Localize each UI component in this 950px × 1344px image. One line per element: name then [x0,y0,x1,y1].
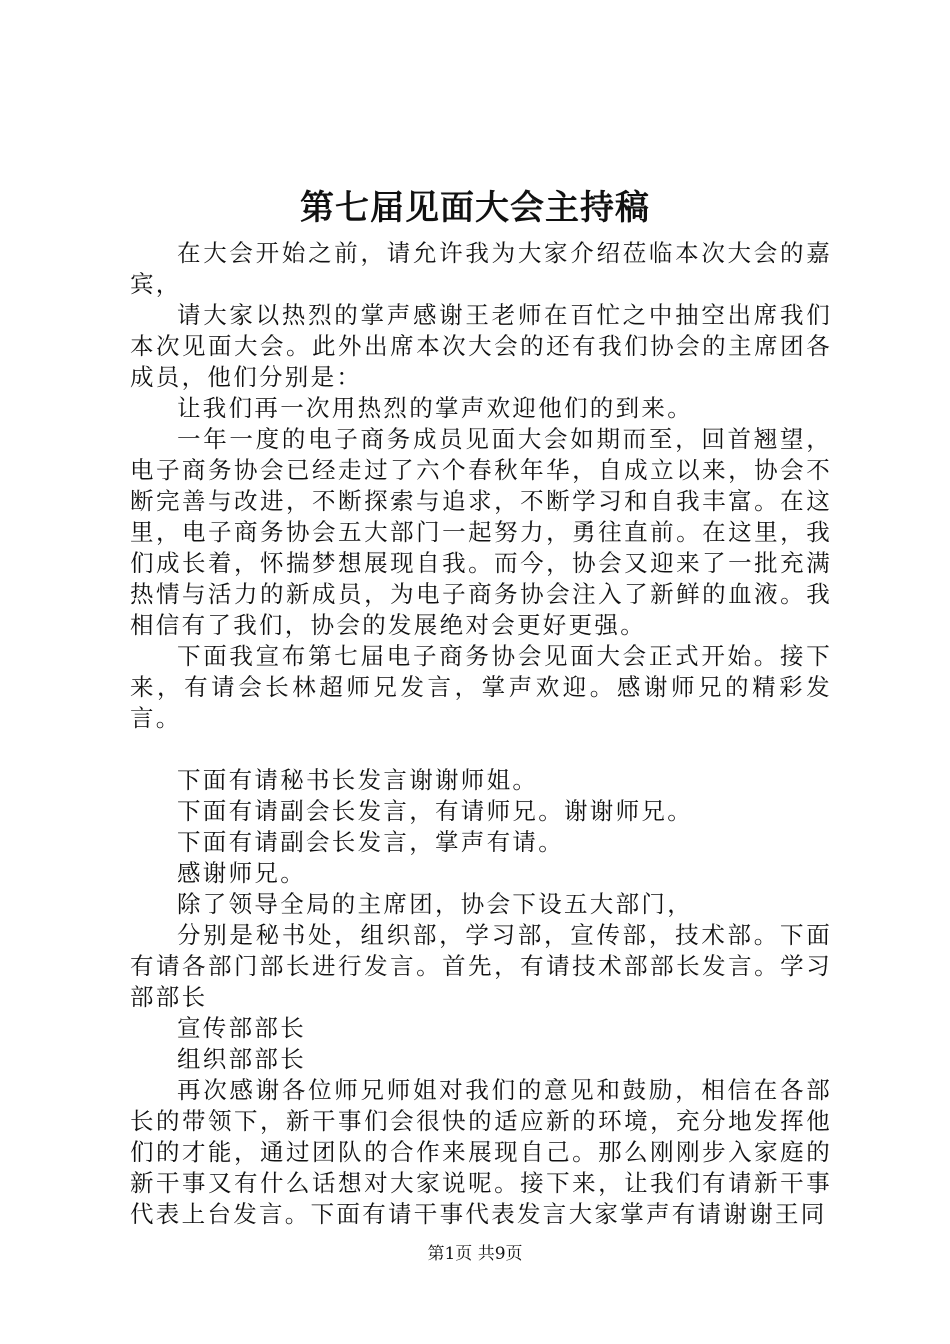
document-body [130,238,832,1230]
paragraph-departments-list: 分别是秘书处，组织部，学习部，宣传部，技术部。下面有请各部门部长进行发言。首先，有请技术部部长发言。学习部部长 [130,921,832,1011]
paragraph-vice-president-speech-2: 下面有请副会长发言，掌声有请。 [177,828,564,856]
paragraph-welcome-again: 让我们再一次用热烈的掌声欢迎他们的到来。 [177,394,693,422]
paragraph-vice-president-speech-1: 下面有请副会长发言，有请师兄。谢谢师兄。 [177,797,693,825]
paragraph-guest-intro: 在大会开始之前，请允许我为大家介绍莅临本次大会的嘉宾， [130,239,832,298]
paragraph-opening-announcement: 下面我宣布第七届电子商务协会见面大会正式开始。接下来，有请会长林超师兄发言，掌声欢迎。感谢师兄的精彩发言。 [130,642,832,732]
paragraph-thank-teacher: 请大家以热烈的掌声感谢王老师在百忙之中抽空出席我们本次见面大会。此外出席本次大会的还有我们协会的主席团各成员，他们分别是： [130,301,832,391]
document-title: 第七届见面大会主持稿 [300,188,650,228]
page-footer: 第1页 共9页 [427,1244,523,1264]
paragraph-closing-thanks: 再次感谢各位师兄师姐对我们的意见和鼓励，相信在各部长的带领下，新干事们会很快的适应新的环境，充分地发挥他们的才能，通过团队的合作来展现自己。那么刚刚步入家庭的新干事又有什么话想对大家说呢。接下来，让我们有请新干事代表上台发言。下面有请干事代表发言大家掌声有请谢谢王同 [130,1076,832,1228]
paragraph-association-history: 一年一度的电子商务成员见面大会如期而至，回首翘望，电子商务协会已经走过了六个春秋年华，自成立以来，协会不断完善与改进，不断探索与追求，不断学习和自我丰富。在这里，电子商务协会五大部门一起努力，勇往直前。在这里，我们成长着，怀揣梦想展现自我。而今，协会又迎来了一批充满热情与活力的新成员，为电子商务协会注入了新鲜的血液。我相信有了我们，协会的发展绝对会更好更强。 [130,425,832,639]
paragraph-publicity-minister: 宣传部部长 [177,1014,306,1042]
paragraph-organization-minister: 组织部部长 [177,1045,306,1073]
paragraph-departments-intro: 除了领导全局的主席团，协会下设五大部门， [177,890,693,918]
paragraph-thanks: 感谢师兄。 [177,859,306,887]
paragraph-secretary-speech: 下面有请秘书长发言谢谢师姐。 [177,766,539,794]
